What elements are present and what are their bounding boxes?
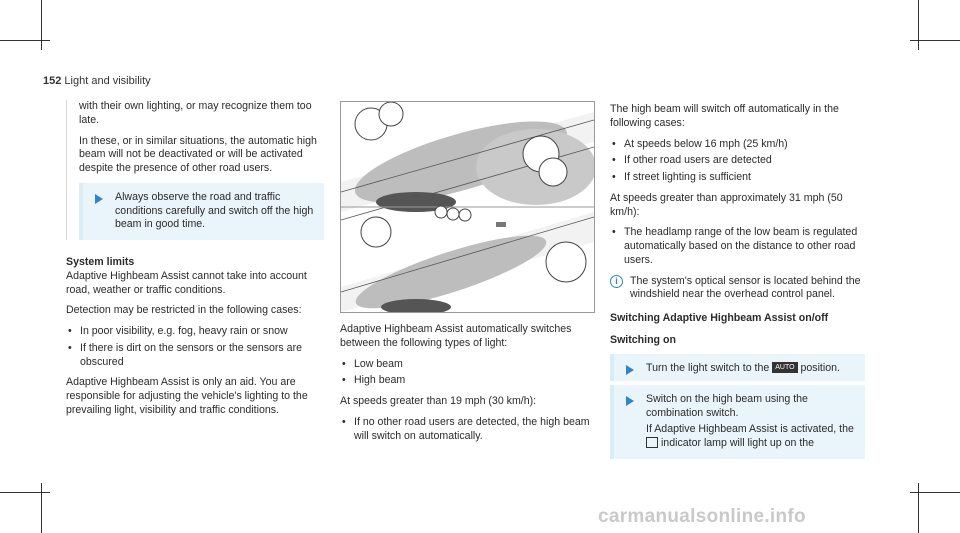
light-types-list bbox=[340, 358, 602, 389]
section-title: Light and visibility bbox=[64, 75, 151, 87]
crop-mark bbox=[0, 492, 50, 493]
range-list bbox=[610, 226, 865, 267]
crop-mark bbox=[918, 0, 919, 50]
column-right bbox=[610, 103, 865, 459]
crop-mark bbox=[41, 0, 42, 50]
warning-callout bbox=[79, 183, 324, 240]
step-text: position. bbox=[800, 361, 840, 374]
step-text: indicator lamp will light up on the bbox=[660, 436, 815, 449]
step-callout bbox=[610, 385, 865, 458]
speed-paragraph: At speeds greater than 19 mph (30 km/h): bbox=[340, 395, 537, 408]
intro-paragraph: with their own lighting, or may recognize them too late. bbox=[79, 100, 312, 126]
switch-off-list bbox=[610, 138, 865, 185]
page-header bbox=[43, 74, 151, 88]
list-item: • In poor visibility, e.g. fog, heavy rain or snow bbox=[66, 325, 324, 339]
step-text: Turn the light switch to the bbox=[646, 361, 770, 374]
switching-heading: Switching Adaptive Highbeam Assist on/off bbox=[610, 312, 829, 325]
light-types-intro: Adaptive Highbeam Assist automatically switches between the following types of light: bbox=[340, 323, 572, 349]
info-note bbox=[610, 275, 865, 303]
list-item: • If other road users are detected bbox=[610, 154, 865, 168]
list-item: • The headlamp range of the low beam is regulated automatically based on the distance to other road users. bbox=[610, 226, 865, 267]
callout-text: Always observe the road and traffic conditions carefully and switch off the high beam in good time. bbox=[115, 190, 314, 231]
range-paragraph: At speeds greater than approximately 31 mph (50 km/h): bbox=[610, 191, 843, 218]
auto-icon: AUTO bbox=[772, 362, 797, 373]
highbeam-illustration bbox=[340, 101, 595, 313]
crop-mark bbox=[918, 483, 919, 533]
lower-scene bbox=[341, 206, 594, 312]
closing-paragraph: Adaptive Highbeam Assist is only an aid. You are responsible for adjusting the vehicle's lighting to the prevailing light, visibility and traffic conditions. bbox=[66, 376, 308, 417]
note-text: The system's optical sensor is located behind the windshield near the overhead control panel. bbox=[630, 274, 861, 301]
info-icon: i bbox=[610, 275, 623, 288]
illustration-graphic bbox=[341, 102, 594, 312]
intro-paragraph: In these, or in similar situations, the automatic high beam will not be deactivated or will be activated despite the presence of other road users. bbox=[79, 134, 317, 175]
column-left bbox=[66, 100, 324, 425]
limits-list bbox=[66, 325, 324, 369]
warning-continuation bbox=[66, 100, 324, 240]
list-item: • Low beam bbox=[340, 358, 602, 372]
crop-mark bbox=[0, 40, 50, 41]
page-number: 152 bbox=[43, 75, 62, 87]
upper-scene bbox=[341, 102, 594, 220]
speed-list bbox=[340, 416, 602, 444]
highbeam-indicator-icon bbox=[646, 437, 658, 448]
list-item: • High beam bbox=[340, 374, 602, 388]
list-item: • At speeds below 16 mph (25 km/h) bbox=[610, 138, 865, 152]
switching-on-heading: Switching on bbox=[610, 333, 676, 346]
step-text: Switch on the high beam using the combination switch. bbox=[646, 393, 808, 420]
step-text: If Adaptive Highbeam Assist is activated, the bbox=[646, 423, 854, 436]
arrow-icon bbox=[626, 396, 634, 406]
arrow-icon bbox=[626, 365, 634, 375]
system-limits-heading: System limits bbox=[66, 256, 135, 269]
switch-off-intro: The high beam will switch off automatically in the following cases: bbox=[610, 103, 839, 129]
arrow-icon bbox=[95, 194, 103, 204]
crop-mark bbox=[41, 483, 42, 533]
detection-paragraph: Detection may be restricted in the following cases: bbox=[66, 304, 302, 317]
list-item: • If no other road users are detected, the high beam will switch on automatically. bbox=[340, 416, 602, 444]
step-callout bbox=[610, 354, 865, 382]
list-item: • If street lighting is sufficient bbox=[610, 171, 865, 185]
list-item: • If there is dirt on the sensors or the sensors are obscured bbox=[66, 342, 324, 370]
system-limits-paragraph: Adaptive Highbeam Assist cannot take into account road, weather or traffic conditions. bbox=[66, 269, 307, 296]
watermark: carmanualsonline.info bbox=[598, 506, 806, 527]
column-middle bbox=[340, 323, 602, 450]
